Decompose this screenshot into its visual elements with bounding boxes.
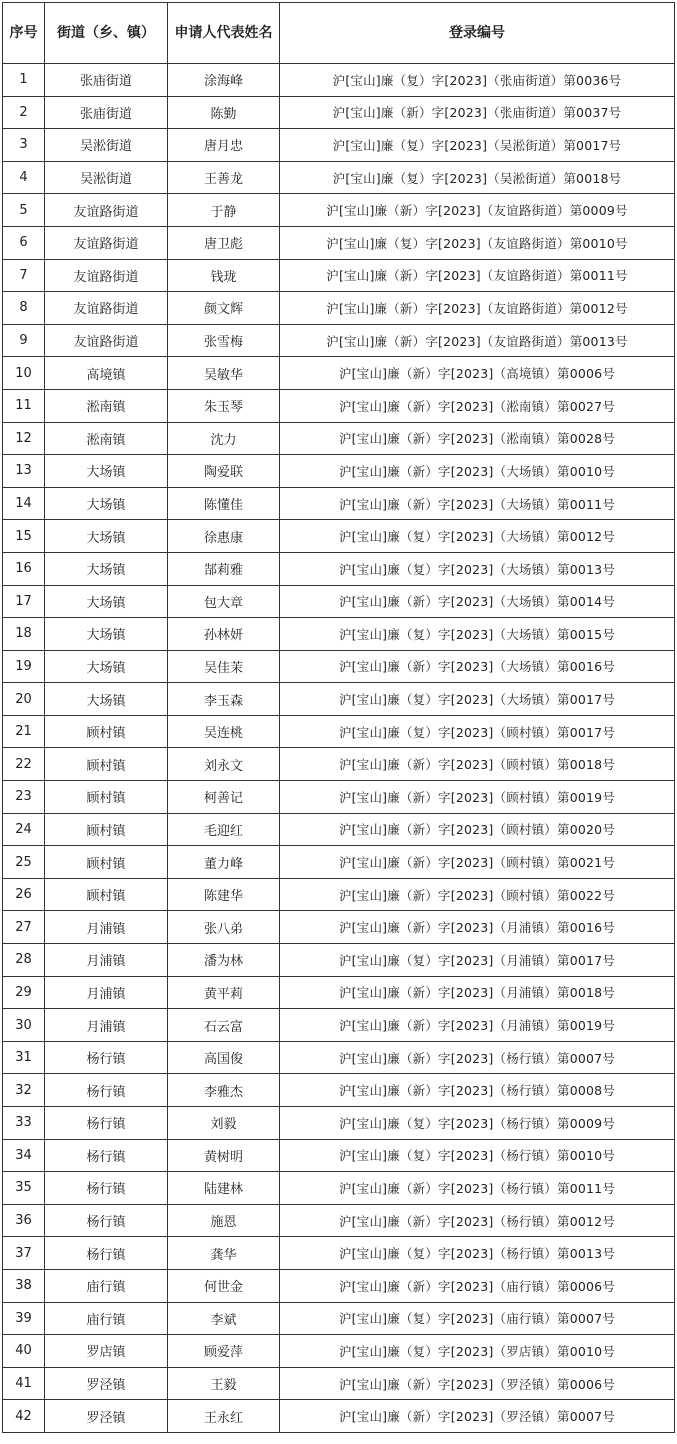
cell-street: 大场镇 <box>45 552 168 585</box>
cell-street: 友谊路街道 <box>45 324 168 357</box>
cell-street: 大场镇 <box>45 455 168 488</box>
cell-name: 张八弟 <box>168 911 280 944</box>
registration-table <box>2 2 675 1433</box>
cell-street: 友谊路街道 <box>45 292 168 325</box>
cell-reg: 沪[宝山]廉（复）字[2023]（大场镇）第0012号 <box>280 520 675 553</box>
cell-street: 大场镇 <box>45 618 168 651</box>
table-row <box>3 552 675 585</box>
table-row <box>3 96 675 129</box>
cell-seq: 6 <box>3 226 45 259</box>
cell-name: 吴佳茉 <box>168 650 280 683</box>
cell-reg: 沪[宝山]廉（新）字[2023]（月浦镇）第0019号 <box>280 1009 675 1042</box>
cell-seq: 2 <box>3 96 45 129</box>
cell-reg: 沪[宝山]廉（新）字[2023]（顾村镇）第0020号 <box>280 813 675 846</box>
cell-seq: 23 <box>3 781 45 814</box>
cell-reg: 沪[宝山]廉（新）字[2023]（友谊路街道）第0013号 <box>280 324 675 357</box>
cell-street: 月浦镇 <box>45 944 168 977</box>
cell-name: 柯善记 <box>168 781 280 814</box>
table-row <box>3 1041 675 1074</box>
cell-street: 杨行镇 <box>45 1139 168 1172</box>
table-row <box>3 781 675 814</box>
table-row <box>3 259 675 292</box>
cell-name: 刘永文 <box>168 748 280 781</box>
cell-seq: 37 <box>3 1237 45 1270</box>
cell-name: 涂海峰 <box>168 64 280 97</box>
cell-name: 黄树明 <box>168 1139 280 1172</box>
table-row <box>3 422 675 455</box>
cell-seq: 16 <box>3 552 45 585</box>
cell-street: 友谊路街道 <box>45 259 168 292</box>
cell-reg: 沪[宝山]廉（新）字[2023]（友谊路街道）第0012号 <box>280 292 675 325</box>
cell-street: 吴淞街道 <box>45 129 168 162</box>
table-row <box>3 129 675 162</box>
table-row <box>3 520 675 553</box>
table-row <box>3 878 675 911</box>
table-row <box>3 944 675 977</box>
cell-seq: 12 <box>3 422 45 455</box>
table-row <box>3 1074 675 1107</box>
cell-seq: 30 <box>3 1009 45 1042</box>
cell-street: 杨行镇 <box>45 1204 168 1237</box>
cell-seq: 33 <box>3 1107 45 1140</box>
cell-reg: 沪[宝山]廉（新）字[2023]（庙行镇）第0006号 <box>280 1269 675 1302</box>
table-row <box>3 1400 675 1433</box>
table-row <box>3 194 675 227</box>
cell-seq: 10 <box>3 357 45 390</box>
cell-name: 陈懂佳 <box>168 487 280 520</box>
cell-street: 高境镇 <box>45 357 168 390</box>
cell-seq: 39 <box>3 1302 45 1335</box>
cell-reg: 沪[宝山]廉（新）字[2023]（大场镇）第0011号 <box>280 487 675 520</box>
cell-reg: 沪[宝山]廉（复）字[2023]（月浦镇）第0017号 <box>280 944 675 977</box>
cell-name: 陶爱联 <box>168 455 280 488</box>
cell-street: 顾村镇 <box>45 846 168 879</box>
cell-name: 李斌 <box>168 1302 280 1335</box>
header-street: 街道（乡、镇） <box>45 3 168 64</box>
cell-name: 徐惠康 <box>168 520 280 553</box>
cell-street: 杨行镇 <box>45 1074 168 1107</box>
cell-name: 李玉森 <box>168 683 280 716</box>
table-row <box>3 715 675 748</box>
cell-seq: 29 <box>3 976 45 1009</box>
cell-name: 颜文辉 <box>168 292 280 325</box>
table-row <box>3 683 675 716</box>
cell-reg: 沪[宝山]廉（复）字[2023]（大场镇）第0015号 <box>280 618 675 651</box>
cell-name: 黄平莉 <box>168 976 280 1009</box>
cell-reg: 沪[宝山]廉（复）字[2023]（大场镇）第0017号 <box>280 683 675 716</box>
cell-reg: 沪[宝山]廉（复）字[2023]（顾村镇）第0017号 <box>280 715 675 748</box>
table-row <box>3 1335 675 1368</box>
cell-seq: 25 <box>3 846 45 879</box>
table-row <box>3 650 675 683</box>
cell-reg: 沪[宝山]廉（新）字[2023]（杨行镇）第0008号 <box>280 1074 675 1107</box>
table-row <box>3 976 675 1009</box>
cell-street: 罗泾镇 <box>45 1367 168 1400</box>
cell-seq: 3 <box>3 129 45 162</box>
cell-name: 刘毅 <box>168 1107 280 1140</box>
cell-name: 施恩 <box>168 1204 280 1237</box>
cell-seq: 26 <box>3 878 45 911</box>
cell-name: 潘为林 <box>168 944 280 977</box>
cell-seq: 21 <box>3 715 45 748</box>
cell-seq: 31 <box>3 1041 45 1074</box>
cell-reg: 沪[宝山]廉（新）字[2023]（月浦镇）第0016号 <box>280 911 675 944</box>
cell-street: 大场镇 <box>45 683 168 716</box>
cell-reg: 沪[宝山]廉（复）字[2023]（友谊路街道）第0010号 <box>280 226 675 259</box>
cell-name: 陈勤 <box>168 96 280 129</box>
cell-street: 张庙街道 <box>45 96 168 129</box>
cell-reg: 沪[宝山]廉（新）字[2023]（大场镇）第0010号 <box>280 455 675 488</box>
cell-reg: 沪[宝山]廉（复）字[2023]（杨行镇）第0009号 <box>280 1107 675 1140</box>
cell-name: 龚华 <box>168 1237 280 1270</box>
cell-seq: 35 <box>3 1172 45 1205</box>
cell-seq: 18 <box>3 618 45 651</box>
cell-reg: 沪[宝山]廉（新）字[2023]（淞南镇）第0027号 <box>280 389 675 422</box>
cell-name: 朱玉琴 <box>168 389 280 422</box>
header-reg: 登录编号 <box>280 3 675 64</box>
cell-street: 张庙街道 <box>45 64 168 97</box>
cell-name: 王善龙 <box>168 161 280 194</box>
cell-reg: 沪[宝山]廉（新）字[2023]（大场镇）第0016号 <box>280 650 675 683</box>
cell-name: 吴连桃 <box>168 715 280 748</box>
table-row <box>3 1237 675 1270</box>
table-row <box>3 1139 675 1172</box>
cell-reg: 沪[宝山]廉（新）字[2023]（罗泾镇）第0006号 <box>280 1367 675 1400</box>
cell-street: 月浦镇 <box>45 976 168 1009</box>
cell-name: 钱珑 <box>168 259 280 292</box>
cell-street: 罗店镇 <box>45 1335 168 1368</box>
cell-seq: 1 <box>3 64 45 97</box>
table-row <box>3 487 675 520</box>
cell-street: 大场镇 <box>45 487 168 520</box>
cell-seq: 41 <box>3 1367 45 1400</box>
table-row <box>3 357 675 390</box>
table-row <box>3 846 675 879</box>
cell-name: 董力峰 <box>168 846 280 879</box>
cell-name: 王永红 <box>168 1400 280 1433</box>
cell-seq: 40 <box>3 1335 45 1368</box>
cell-street: 顾村镇 <box>45 715 168 748</box>
table-row <box>3 161 675 194</box>
cell-reg: 沪[宝山]廉（复）字[2023]（吴淞街道）第0018号 <box>280 161 675 194</box>
cell-reg: 沪[宝山]廉（复）字[2023]（大场镇）第0013号 <box>280 552 675 585</box>
table-row <box>3 1009 675 1042</box>
cell-seq: 8 <box>3 292 45 325</box>
cell-street: 大场镇 <box>45 585 168 618</box>
table-row <box>3 292 675 325</box>
cell-name: 石云富 <box>168 1009 280 1042</box>
cell-name: 吴敏华 <box>168 357 280 390</box>
cell-name: 包大章 <box>168 585 280 618</box>
cell-street: 淞南镇 <box>45 389 168 422</box>
cell-name: 陈建华 <box>168 878 280 911</box>
cell-seq: 4 <box>3 161 45 194</box>
cell-street: 杨行镇 <box>45 1172 168 1205</box>
cell-reg: 沪[宝山]廉（新）字[2023]（友谊路街道）第0011号 <box>280 259 675 292</box>
cell-reg: 沪[宝山]廉（新）字[2023]（顾村镇）第0018号 <box>280 748 675 781</box>
cell-street: 淞南镇 <box>45 422 168 455</box>
table-row <box>3 64 675 97</box>
cell-name: 毛迎红 <box>168 813 280 846</box>
cell-seq: 9 <box>3 324 45 357</box>
table-row <box>3 618 675 651</box>
cell-name: 于静 <box>168 194 280 227</box>
cell-seq: 20 <box>3 683 45 716</box>
cell-seq: 22 <box>3 748 45 781</box>
table-row <box>3 585 675 618</box>
cell-name: 陆建林 <box>168 1172 280 1205</box>
table-row <box>3 911 675 944</box>
cell-street: 大场镇 <box>45 520 168 553</box>
cell-seq: 17 <box>3 585 45 618</box>
cell-seq: 5 <box>3 194 45 227</box>
cell-street: 顾村镇 <box>45 878 168 911</box>
cell-street: 杨行镇 <box>45 1041 168 1074</box>
table-row <box>3 1107 675 1140</box>
cell-street: 罗泾镇 <box>45 1400 168 1433</box>
table-row <box>3 1367 675 1400</box>
cell-reg: 沪[宝山]廉（复）字[2023]（罗店镇）第0010号 <box>280 1335 675 1368</box>
cell-reg: 沪[宝山]廉（新）字[2023]（淞南镇）第0028号 <box>280 422 675 455</box>
cell-reg: 沪[宝山]廉（新）字[2023]（友谊路街道）第0009号 <box>280 194 675 227</box>
cell-name: 张雪梅 <box>168 324 280 357</box>
cell-seq: 34 <box>3 1139 45 1172</box>
cell-reg: 沪[宝山]廉（新）字[2023]（杨行镇）第0011号 <box>280 1172 675 1205</box>
cell-seq: 11 <box>3 389 45 422</box>
table-row <box>3 455 675 488</box>
cell-reg: 沪[宝山]廉（新）字[2023]（顾村镇）第0022号 <box>280 878 675 911</box>
cell-name: 高国俊 <box>168 1041 280 1074</box>
cell-street: 吴淞街道 <box>45 161 168 194</box>
table-row <box>3 813 675 846</box>
cell-street: 庙行镇 <box>45 1269 168 1302</box>
cell-street: 杨行镇 <box>45 1237 168 1270</box>
cell-seq: 19 <box>3 650 45 683</box>
cell-street: 顾村镇 <box>45 781 168 814</box>
cell-reg: 沪[宝山]廉（新）字[2023]（顾村镇）第0021号 <box>280 846 675 879</box>
cell-seq: 38 <box>3 1269 45 1302</box>
cell-street: 大场镇 <box>45 650 168 683</box>
cell-street: 友谊路街道 <box>45 194 168 227</box>
header-seq: 序号 <box>3 3 45 64</box>
cell-reg: 沪[宝山]廉（新）字[2023]（顾村镇）第0019号 <box>280 781 675 814</box>
cell-reg: 沪[宝山]廉（新）字[2023]（罗泾镇）第0007号 <box>280 1400 675 1433</box>
cell-street: 月浦镇 <box>45 1009 168 1042</box>
cell-seq: 28 <box>3 944 45 977</box>
table-row <box>3 226 675 259</box>
table-row <box>3 1172 675 1205</box>
header-row <box>3 3 675 64</box>
cell-seq: 7 <box>3 259 45 292</box>
cell-seq: 42 <box>3 1400 45 1433</box>
table-row <box>3 324 675 357</box>
cell-name: 郜莉雅 <box>168 552 280 585</box>
cell-reg: 沪[宝山]廉（复）字[2023]（杨行镇）第0010号 <box>280 1139 675 1172</box>
cell-reg: 沪[宝山]廉（复）字[2023]（杨行镇）第0013号 <box>280 1237 675 1270</box>
header-name: 申请人代表姓名 <box>168 3 280 64</box>
cell-street: 顾村镇 <box>45 748 168 781</box>
cell-street: 顾村镇 <box>45 813 168 846</box>
cell-seq: 27 <box>3 911 45 944</box>
cell-reg: 沪[宝山]廉（复）字[2023]（张庙街道）第0036号 <box>280 64 675 97</box>
table-row <box>3 1269 675 1302</box>
cell-reg: 沪[宝山]廉（复）字[2023]（吴淞街道）第0017号 <box>280 129 675 162</box>
cell-name: 王毅 <box>168 1367 280 1400</box>
cell-reg: 沪[宝山]廉（新）字[2023]（杨行镇）第0007号 <box>280 1041 675 1074</box>
cell-name: 李雅杰 <box>168 1074 280 1107</box>
table-row <box>3 748 675 781</box>
cell-reg: 沪[宝山]廉（新）字[2023]（杨行镇）第0012号 <box>280 1204 675 1237</box>
cell-seq: 14 <box>3 487 45 520</box>
table-row <box>3 1204 675 1237</box>
table-row <box>3 1302 675 1335</box>
cell-reg: 沪[宝山]廉（新）字[2023]（张庙街道）第0037号 <box>280 96 675 129</box>
cell-seq: 13 <box>3 455 45 488</box>
cell-name: 唐月忠 <box>168 129 280 162</box>
cell-street: 庙行镇 <box>45 1302 168 1335</box>
cell-reg: 沪[宝山]廉（复）字[2023]（庙行镇）第0007号 <box>280 1302 675 1335</box>
table-row <box>3 389 675 422</box>
cell-street: 杨行镇 <box>45 1107 168 1140</box>
cell-name: 何世金 <box>168 1269 280 1302</box>
cell-seq: 15 <box>3 520 45 553</box>
cell-name: 孙林妍 <box>168 618 280 651</box>
cell-seq: 32 <box>3 1074 45 1107</box>
cell-reg: 沪[宝山]廉（新）字[2023]（大场镇）第0014号 <box>280 585 675 618</box>
cell-name: 顾爱萍 <box>168 1335 280 1368</box>
cell-street: 友谊路街道 <box>45 226 168 259</box>
cell-reg: 沪[宝山]廉（新）字[2023]（高境镇）第0006号 <box>280 357 675 390</box>
cell-seq: 24 <box>3 813 45 846</box>
cell-name: 沈力 <box>168 422 280 455</box>
cell-street: 月浦镇 <box>45 911 168 944</box>
cell-reg: 沪[宝山]廉（新）字[2023]（月浦镇）第0018号 <box>280 976 675 1009</box>
cell-name: 唐卫彪 <box>168 226 280 259</box>
cell-seq: 36 <box>3 1204 45 1237</box>
